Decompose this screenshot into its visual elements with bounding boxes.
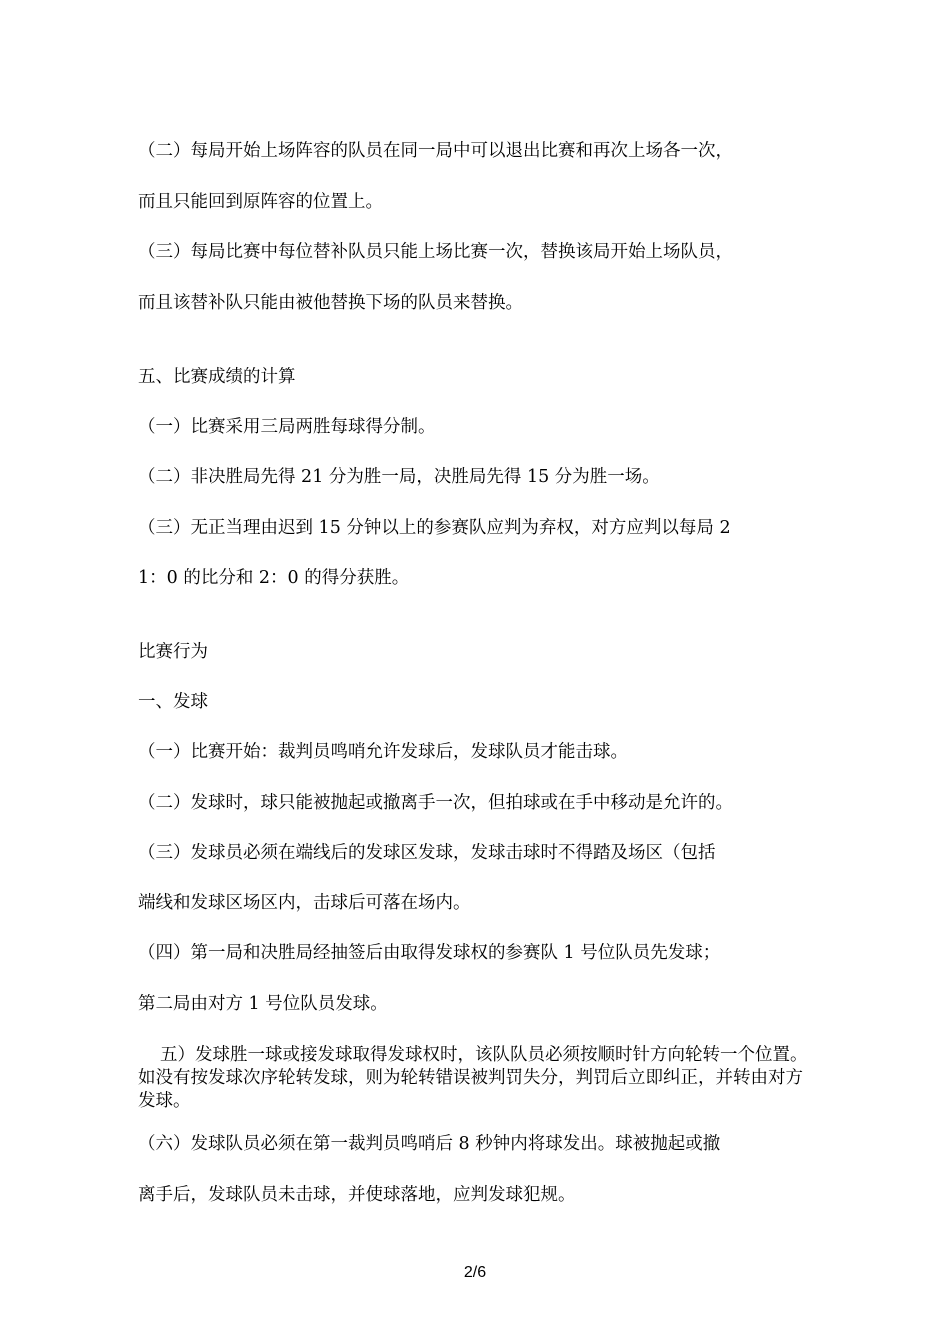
text-line: （四）第一局和决胜局经抽签后由取得发球权的参赛队 1 号位队员先发球； — [138, 943, 721, 963]
text-line: （六）发球队员必须在第一裁判员鸣哨后 8 秒钟内将球发出。球被抛起或撤 — [138, 1134, 721, 1154]
text-line: （二）非决胜局先得 21 分为胜一局，决胜局先得 15 分为胜一场。 — [138, 467, 660, 487]
text-line: （二）发球时，球只能被抛起或撤离手一次，但拍球或在手中移动是允许的。 — [138, 793, 733, 813]
page-number: 2/6 — [463, 1264, 487, 1281]
text-line: 离手后，发球队员未击球，并使球落地，应判发球犯规。 — [138, 1185, 576, 1205]
text-line: （一）比赛开始：裁判员鸣哨允许发球后，发球队员才能击球。 — [138, 742, 628, 762]
text-line: 1：0 的比分和 2：0 的得分获胜。 — [138, 568, 410, 588]
text-line: （二）每局开始上场阵容的队员在同一局中可以退出比赛和再次上场各一次， — [138, 141, 733, 161]
text-line: 端线和发球区场区内，击球后可落在场内。 — [138, 893, 471, 913]
section-heading: 五、比赛成绩的计算 — [138, 367, 296, 387]
text-line: （三）每局比赛中每位替补队员只能上场比赛一次，替换该局开始上场队员， — [138, 242, 733, 262]
text-line: 第二局由对方 1 号位队员发球。 — [138, 994, 388, 1014]
text-line: 而且只能回到原阵容的位置上。 — [138, 192, 383, 212]
text-line: 而且该替补队只能由被他替换下场的队员来替换。 — [138, 293, 523, 313]
text-line: （三）发球员必须在端线后的发球区发球，发球击球时不得踏及场区（包括 — [138, 843, 716, 863]
section-heading: 一、发球 — [138, 692, 208, 712]
text-line: （一）比赛采用三局两胜每球得分制。 — [138, 417, 436, 437]
section-heading: 比赛行为 — [138, 642, 208, 662]
text-line: （三）无正当理由迟到 15 分钟以上的参赛队应判为弃权，对方应判以每局 2 — [138, 518, 731, 538]
text-paragraph: 五）发球胜一球或接发球取得发球权时，该队队员必须按顺时针方向轮转一个位置。如没有按发球次序轮转发球，则为轮转错误被判罚失分，判罚后立即纠正，并转由对方发球。 — [138, 1045, 808, 1111]
